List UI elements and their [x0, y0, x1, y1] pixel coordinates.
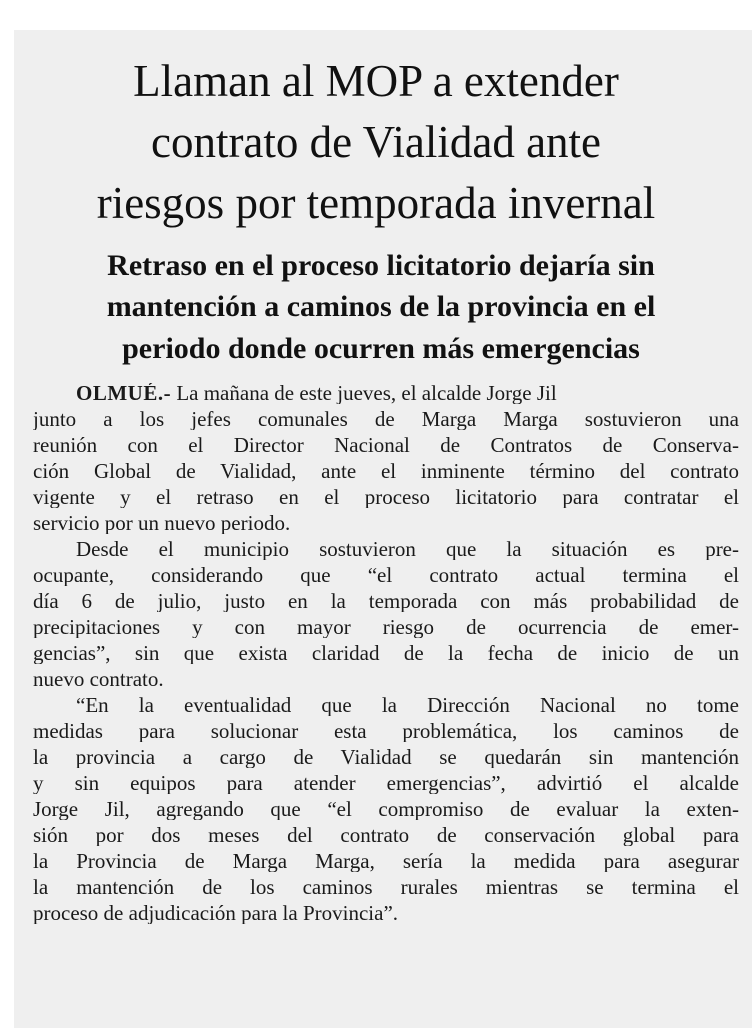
body-line-11: gencias”, sin que exista claridad de la fecha de inicio de un [33, 643, 739, 664]
body-line-10: precipitaciones y con mayor riesgo de ocurrencia de emer- [33, 617, 739, 638]
body-line-2: junto a los jefes comunales de Marga Marga sostuvieron una [33, 409, 739, 430]
body-line-8: ocupante, considerando que “el contrato actual termina el [33, 565, 739, 586]
body-line-3: reunión con el Director Nacional de Contratos de Conserva- [33, 435, 739, 456]
body-line-12: nuevo contrato. [33, 669, 164, 690]
subheadline-line-1: Retraso en el proceso licitatorio dejaría sin [107, 249, 655, 282]
body-line-19: la Provincia de Marga Marga, sería la medida para asegurar [33, 851, 739, 872]
headline-line-2: contrato de Vialidad ante [150, 117, 602, 167]
headline-line-3: riesgos por temporada invernal [96, 178, 656, 228]
body-line-6: servicio por un nuevo periodo. [33, 513, 291, 534]
dateline: OLMUÉ.- [76, 383, 172, 404]
body-line-13: “En la eventualidad que la Dirección Nacional no tome [76, 695, 739, 716]
body-line-7: Desde el municipio sostuvieron que la situación es pre- [76, 539, 739, 560]
headline-line-1: Llaman al MOP a extender [133, 56, 619, 106]
body-line-5: vigente y el retraso en el proceso licitatorio para contratar el [33, 487, 739, 508]
body-line-20: la mantención de los caminos rurales mientras se termina el [33, 877, 739, 898]
body-line-17: Jorge Jil, agregando que “el compromiso de evaluar la exten- [33, 799, 739, 820]
body-line-1-text: La mañana de este jueves, el alcalde Jorge Jil [171, 383, 557, 404]
body-line-4: ción Global de Vialidad, ante el inminente término del contrato [33, 461, 739, 482]
body-line-14: medidas para solucionar esta problemática, los caminos de [33, 721, 739, 742]
body-line-18: sión por dos meses del contrato de conservación global para [33, 825, 739, 846]
body-line-9: día 6 de julio, justo en la temporada con más probabilidad de [33, 591, 739, 612]
body-line-16: y sin equipos para atender emergencias”, advirtió el alcalde [33, 773, 739, 794]
body-line-1 [76, 383, 739, 404]
subheadline-line-3: periodo donde ocurren más emergencias [122, 332, 640, 365]
body-line-21: proceso de adjudicación para la Provincia”. [33, 903, 399, 924]
body-line-15: la provincia a cargo de Vialidad se quedarán sin mantención [33, 747, 739, 768]
subheadline-line-2: mantención a caminos de la provincia en el [106, 290, 656, 323]
